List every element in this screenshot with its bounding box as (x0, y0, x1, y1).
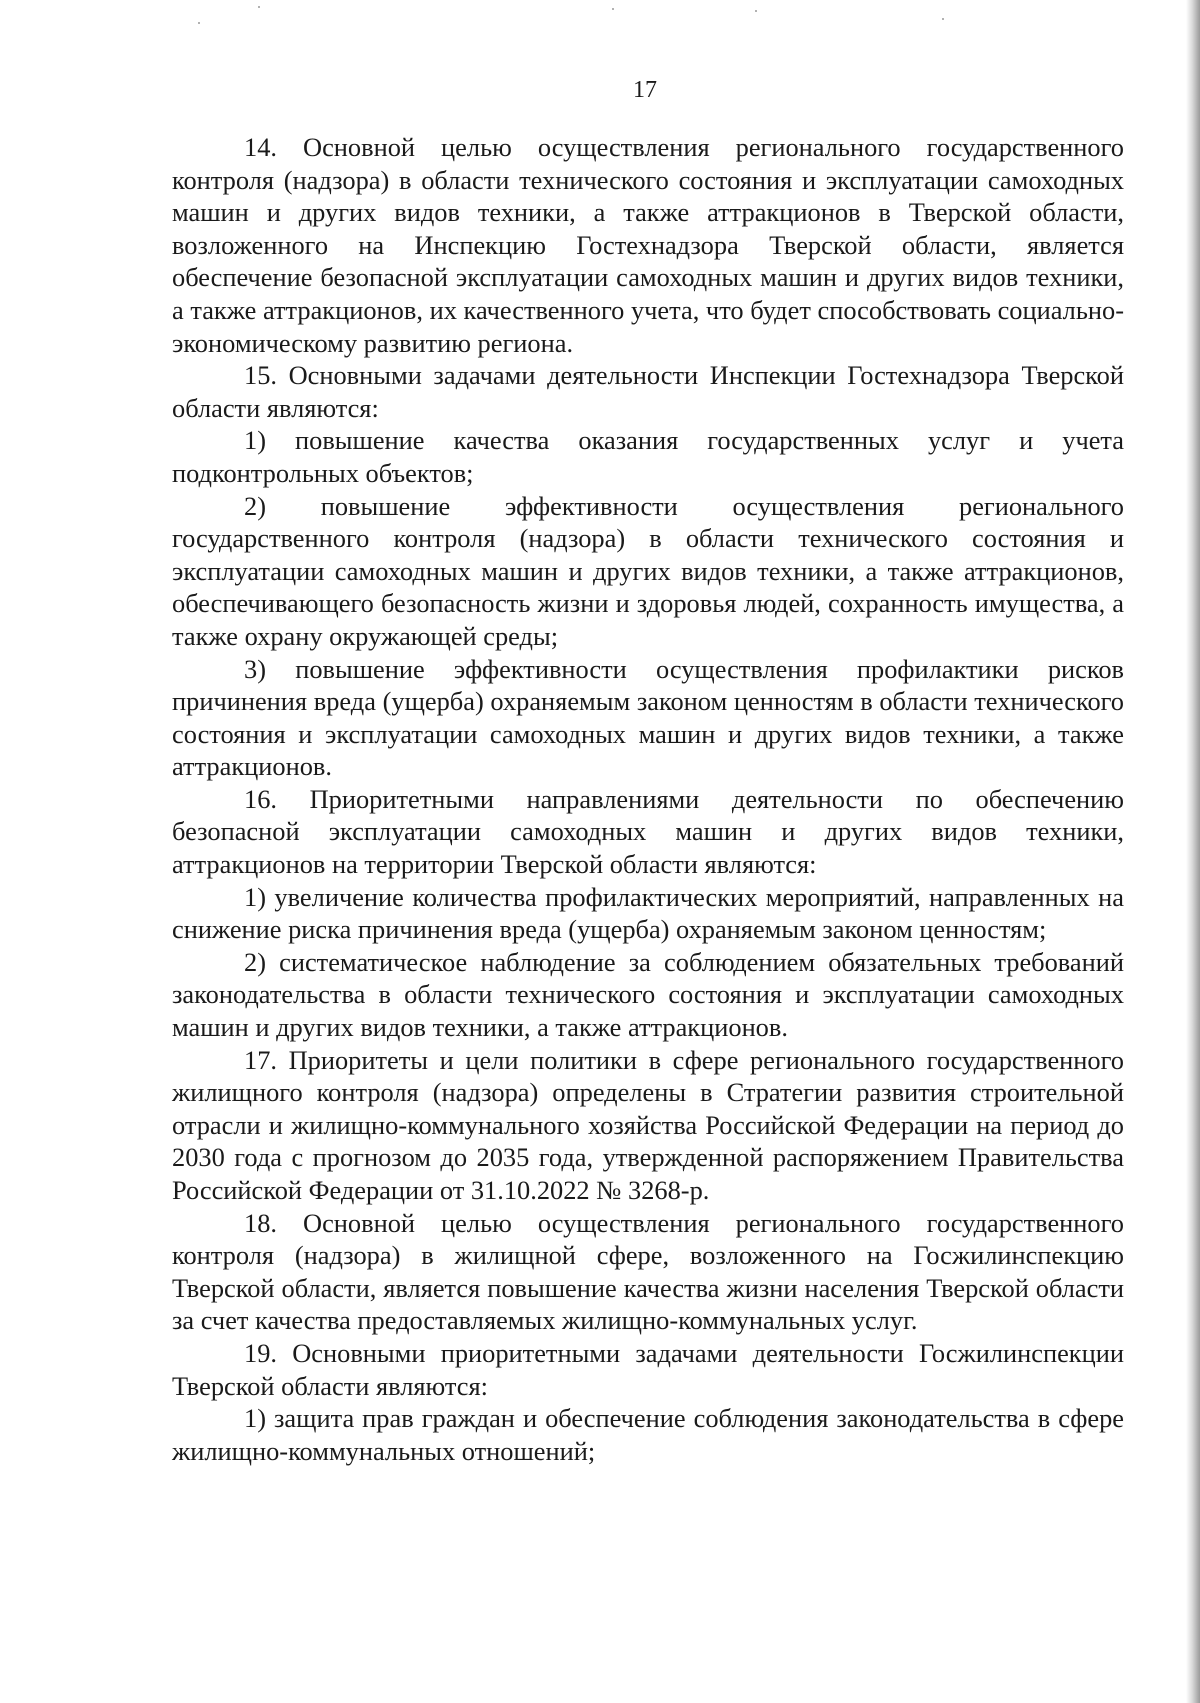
scan-speck (612, 8, 614, 10)
paragraph-15: 15. Основными задачами деятельности Инспекции Гостехнадзора Тверской области являются: (172, 360, 1124, 423)
paragraph-15-item-3: 3) повышение эффективности осуществления профилактики рисков причинения вреда (ущерба) охраняемым законом ценностям в области технического состояния и эксплуатации самоходных машин и других видов техники, а также аттракционов. (172, 653, 1124, 782)
paragraph-16-item-1: 1) увеличение количества профилактических мероприятий, направленных на снижение риска причинения вреда (ущерба) охраняемым законом ценностям; (172, 881, 1124, 945)
paragraph-15-item-2: 2) повышение эффективности осуществления регионального государственного контроля (надзора) в области технического состояния и эксплуатации самоходных машин и других видов техники, а также аттракционов, обеспечивающего безопасность жизни и здоровья людей, сохранность имущества, а также охрану окружающей среды; (172, 490, 1124, 651)
paragraph-15-item-1: 1) повышение качества оказания государственных услуг и учета подконтрольных объектов; (172, 425, 1124, 488)
document-body (172, 131, 1124, 1467)
scan-speck (198, 22, 200, 24)
paragraph-19: 19. Основными приоритетными задачами деятельности Госжилинспекции Тверской области являются: (172, 1337, 1124, 1401)
scan-speck (942, 18, 944, 20)
paragraph-16-item-2: 2) систематическое наблюдение за соблюдением обязательных требований законодательства в области технического состояния и эксплуатации самоходных машин и других видов техники, а также аттракционов. (172, 946, 1124, 1043)
paragraph-17: 17. Приоритеты и цели политики в сфере регионального государственного жилищного контроля (надзора) определены в Стратегии развития строительной отрасли и жилищно-коммунального хозяйства Российской Федерации на период до 2030 года с прогнозом до 2035 года, утвержденной распоряжением Правительства Российской Федерации от 31.10.2022 № 3268-р. (172, 1044, 1124, 1205)
scan-page-edge (1186, 0, 1200, 1703)
scan-speck (755, 10, 757, 12)
scan-speck (258, 6, 260, 8)
paragraph-18: 18. Основной целью осуществления регионального государственного контроля (надзора) в жилищной сфере, возложенного на Госжилинспекцию Тверской области, является повышение качества жизни населения Тверской области за счет качества предоставляемых жилищно-коммунальных услуг. (172, 1207, 1124, 1336)
paragraph-14: 14. Основной целью осуществления регионального государственного контроля (надзора) в области технического состояния и эксплуатации самоходных машин и других видов техники, а также аттракционов в Тверской области, возложенного на Инспекцию Гостехнадзора Тверской области, является обеспечение безопасной эксплуатации самоходных машин и других видов техники, а также аттракционов, их качественного учета, что будет способствовать социально-экономическому развитию региона. (172, 132, 1124, 358)
page-number: 17 (633, 77, 657, 103)
paragraph-19-item-1: 1) защита прав граждан и обеспечение соблюдения законодательства в сфере жилищно-коммунальных отношений; (172, 1403, 1124, 1466)
paragraph-16: 16. Приоритетными направлениями деятельности по обеспечению безопасной эксплуатации самоходных машин и других видов техники, аттракционов на территории Тверской области являются: (172, 783, 1124, 880)
